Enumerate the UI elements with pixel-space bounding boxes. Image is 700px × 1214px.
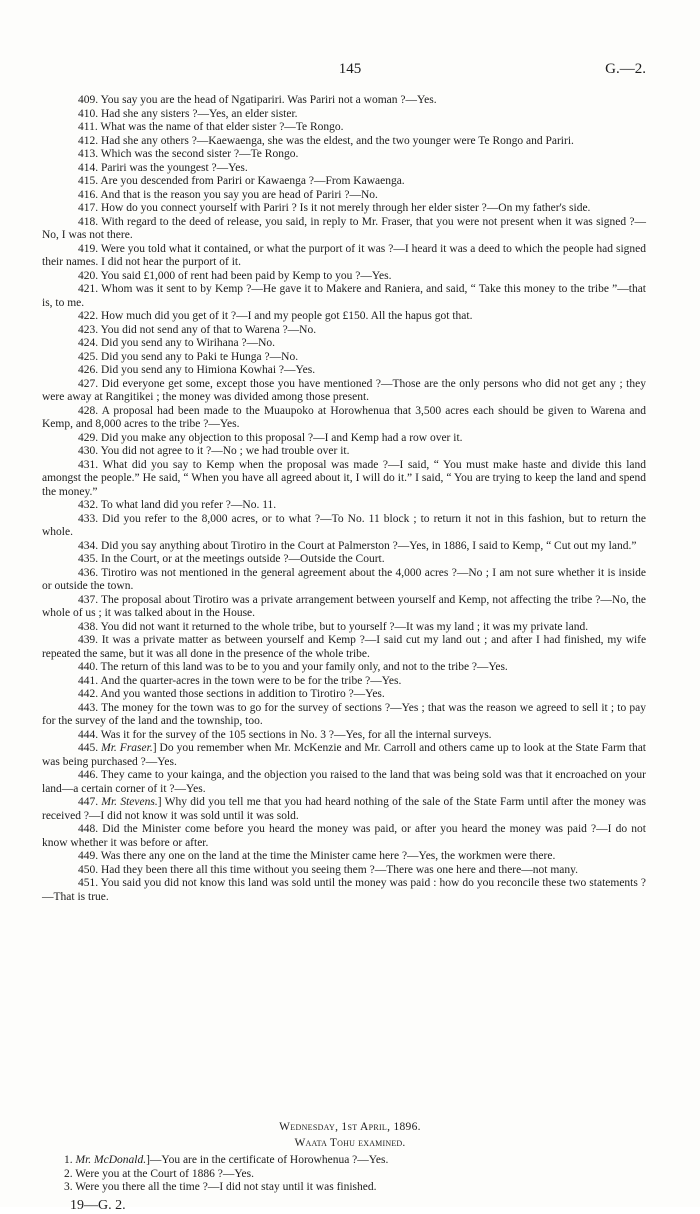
question-number: 1. <box>64 1154 73 1166</box>
paragraph: 2. Were you at the Court of 1886 ?—Yes. <box>64 1167 254 1180</box>
paragraph: 424. Did you send any to Wirihana ?—No. <box>78 337 276 349</box>
paragraph: 415. Are you descended from Pariri or Kawaenga ?—From Kawaenga. <box>78 175 405 187</box>
paragraph: 412. Had she any others ?—Kaewaenga, she was the eldest, and the two younger were Te Rongo and Pariri. <box>78 134 574 147</box>
paragraph: 420. You said £1,000 of rent had been paid by Kemp to you ?—Yes. <box>78 269 392 282</box>
speaker-name: Mr. McDonald. <box>75 1154 147 1166</box>
paragraph <box>42 796 646 823</box>
paragraph: 444. Was it for the survey of the 105 sections in No. 3 ?—Yes, for all the internal surveys. <box>78 728 492 741</box>
paragraph: 442. And you wanted those sections in addition to Tirotiro ?—Yes. <box>78 688 385 700</box>
paragraph: 449. Was there any one on the land at the time the Minister came here ?—Yes, the workmen were there. <box>78 850 556 862</box>
paragraph: 443. The money for the town was to go for the survey of sections ?—Yes ; that was the reason we agreed to sell it ; to pay for the survey of the land and the township, too. <box>42 701 646 727</box>
paragraph: 409. You say you are the head of Ngatipariri. Was Pariri not a woman ?—Yes. <box>78 94 437 106</box>
paragraph: 411. What was the name of that elder sister ?—Te Rongo. <box>78 121 344 133</box>
question-text: ] Why did you tell me that you had heard nothing of the sale of the State Farm until after the money was received ?—I did not know it was sold until it was sold. <box>42 796 646 822</box>
paragraph: 430. You did not agree to it ?—No ; we had trouble over it. <box>78 445 350 457</box>
paragraph: 419. Were you told what it contained, or what the purport of it was ?—I heard it was a deed to which the people had signed their names. I did not hear the purport of it. <box>42 242 646 268</box>
paragraph: 431. What did you say to Kemp when the proposal was made ?—I said, “ You must make haste and divide this land amongst the people.” He said, “ When you have all agreed about it, I will do it.” I said, “ You are trying to keep the land and spend the money.” <box>42 458 646 498</box>
witness-heading: Waata Tohu examined. <box>294 1137 406 1149</box>
question-text: ]—You are in the certificate of Horowhenua ?—Yes. <box>146 1154 389 1166</box>
paragraph: 450. Had they been there all this time without you seeing them ?—There was one here and there—not many. <box>78 863 578 876</box>
paragraph: 438. You did not want it returned to the whole tribe, but to yourself ?—It was my land ; it was my private land. <box>78 620 589 633</box>
speaker-name: Mr. Fraser. <box>101 742 153 754</box>
signature-mark: 19—G. 2. <box>70 1198 126 1213</box>
paragraph: 439. It was a private matter as between yourself and Kemp ?—I said cut my land out ; and after I had finished, my wife repeated the same, but it was all done in the presence of the whole tribe. <box>42 634 646 660</box>
paragraph: 413. Which was the second sister ?—Te Rongo. <box>78 148 299 160</box>
paragraph: 435. In the Court, or at the meetings outside ?—Outside the Court. <box>78 553 385 565</box>
paragraph: 429. Did you make any objection to this proposal ?—I and Kemp had a row over it. <box>78 431 463 444</box>
paragraph: 446. They came to your kainga, and the objection you raised to the land that was being sold was that it encroached on your land—a certain corner of it ?—Yes. <box>42 769 646 795</box>
question-number: 445. <box>78 742 99 754</box>
paragraph: 418. With regard to the deed of release, you said, in reply to Mr. Fraser, that you were not present when it was signed ?—No, I was not there. <box>42 215 646 241</box>
session-date-heading: Wednesday, 1st April, 1896. <box>279 1121 421 1133</box>
testimony-body <box>42 94 646 904</box>
paragraph: 414. Pariri was the youngest ?—Yes. <box>78 161 248 174</box>
paragraph: 448. Did the Minister come before you heard the money was paid, or after you heard the money was paid ?—I do not know whether it was before or after. <box>42 823 646 849</box>
paragraph: 433. Did you refer to the 8,000 acres, or to what ?—To No. 11 block ; to return it not in this fashion, but to return the whole. <box>42 512 646 538</box>
paragraph: 421. Whom was it sent to by Kemp ?—He gave it to Makere and Raniera, and said, “ Take this money to the tribe ”—that is, to me. <box>42 283 646 309</box>
paragraph: 451. You said you did not know this land was sold until the money was paid : how do you reconcile these two statements ?—That is true. <box>42 877 646 903</box>
question-text: ] Do you remember when Mr. McKenzie and Mr. Carroll and others came up to look at the State Farm that was being purchased ?—Yes. <box>42 742 646 768</box>
paragraph: 410. Had she any sisters ?—Yes, an elder sister. <box>78 107 298 120</box>
paragraph: 427. Did everyone get some, except those you have mentioned ?—Those are the only persons who did not get any ; they were away at Rangitikei ; the money was divided among those present. <box>42 377 646 403</box>
paragraph: 440. The return of this land was to be to you and your family only, and not to the tribe ?—Yes. <box>78 661 508 673</box>
paragraph: 436. Tirotiro was not mentioned in the general agreement about the 4,000 acres ?—No ; I am not sure whether it is inside or outside the town. <box>42 566 646 592</box>
paragraph <box>42 742 646 769</box>
paragraph: 441. And the quarter-acres in the town were to be for the tribe ?—Yes. <box>78 674 402 687</box>
paragraph: 432. To what land did you refer ?—No. 11. <box>78 499 277 511</box>
speaker-name: Mr. Stevens. <box>101 796 158 808</box>
paragraph: 437. The proposal about Tirotiro was a private arrangement between yourself and Kemp, not affecting the tribe ?—No, the whole of us ; it was talked about in the House. <box>42 593 646 619</box>
paragraph: 434. Did you say anything about Tirotiro in the Court at Palmerston ?—Yes, in 1886, I said to Kemp, “ Cut out my land.” <box>78 539 637 552</box>
paragraph: 428. A proposal had been made to the Muaupoko at Horowhenua that 3,500 acres each should be given to Warena and Kemp, and 8,000 acres to the tribe ?—Yes. <box>42 404 646 430</box>
paragraph: 422. How much did you get of it ?—I and my people got £150. All the hapus got that. <box>78 310 473 322</box>
paragraph: 426. Did you send any to Himiona Kowhai ?—Yes. <box>78 364 316 376</box>
page-number: 145 <box>338 61 362 77</box>
paragraph <box>42 1154 646 1168</box>
paragraph: 425. Did you send any to Paki te Hunga ?—No. <box>78 350 299 363</box>
paragraph: 3. Were you there all the time ?—I did not stay until it was finished. <box>64 1181 377 1193</box>
paragraph: 423. You did not send any of that to Warena ?—No. <box>78 323 317 336</box>
new-witness-testimony <box>42 1154 646 1195</box>
question-number: 447. <box>78 796 99 808</box>
paragraph: 416. And that is the reason you say you are head of Pariri ?—No. <box>78 188 378 201</box>
document-reference: G.—2. <box>605 61 646 77</box>
paragraph: 417. How do you connect yourself with Pariri ? Is it not merely through her elder sister ?—On my father's side. <box>78 202 591 214</box>
